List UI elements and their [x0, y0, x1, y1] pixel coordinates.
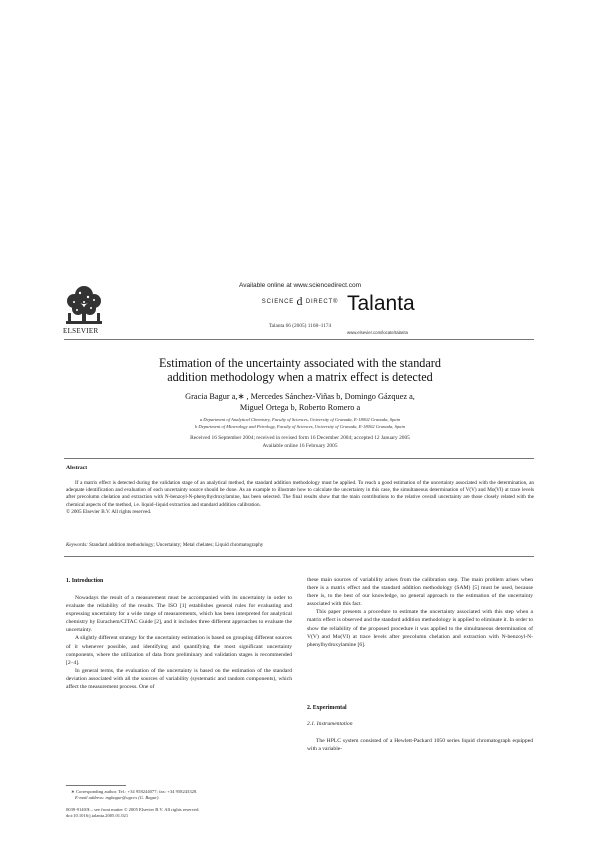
dates-received: Received 16 September 2004; received in revised form 16 December 2004; accepted 12 January 2005: [190, 435, 410, 441]
title-line-1: Estimation of the uncertainty associated with the standard: [159, 356, 441, 370]
sciencedirect-right: DIRECT®: [305, 299, 339, 306]
publisher-name: ELSEVIER: [63, 327, 99, 335]
left-column-body: [66, 594, 292, 691]
journal-citation: Talanta 66 (2005) 1168–1174: [268, 323, 332, 329]
sciencedirect-at-icon: d: [296, 294, 304, 308]
sciencedirect-left: SCIENCE: [261, 299, 295, 306]
abstract-heading: Abstract: [66, 465, 88, 471]
abstract-body: [66, 480, 534, 516]
journal-url[interactable]: www.elsevier.com/locate/talanta: [347, 330, 408, 335]
section-introduction-heading: 1. Introduction: [66, 578, 104, 584]
intro-paragraph-2: A slightly different strategy for the uncertainty estimation is based on grouping different sources of it whenever possible, and identifying and quantifying the most significant uncertainty components, where the utilization of data from preliminary and validation stages is recommended [2–4].: [66, 635, 292, 666]
subsection-instrumentation-heading: 2.1. Instrumentation: [307, 721, 353, 727]
authors-line-2: Miguel Ortega b, Roberto Romero a: [239, 403, 361, 412]
intro-paragraph-3: In general terms, the evaluation of the uncertainty is based on the estimation of the standard deviation associated with all the sources of variability (systematic and random components), which affect the measurement process. One of: [66, 667, 292, 691]
intro-paragraph-5: This paper presents a procedure to estimate the uncertainty associated with this step when a matrix effect is observed and the standard addition methodology is applied to eliminate it. In order to show the reliability of the proposed procedure it was applied to the simultaneous determination of V(V) and Mo(VI) at trace levels after precolumn chelation and extraction with N-benzoyl-N-phenylhydroxylamine [6].: [307, 609, 533, 648]
instrumentation-paragraph: [307, 737, 533, 753]
dates-online: Available online 16 February 2005: [262, 442, 338, 449]
available-online-text: Available online at www.sciencedirect.com: [239, 282, 361, 289]
article-title: [0, 356, 600, 384]
instrumentation-text: The HPLC system consisted of a Hewlett-Packard 1050 series liquid chromatograph equipped with a variable-: [307, 738, 533, 753]
affiliation-b: b Department of Mineralogy and Petrology, Faculty of Sciences, University of Granada, E-18002 Granada, Spain: [194, 424, 406, 429]
keywords-list: Standard addition methodology; Uncertainty; Metal chelates; Liquid chromatography: [89, 542, 264, 548]
right-column-body: [307, 576, 533, 649]
abstract-copyright: © 2005 Elsevier B.V. All rights reserved.: [66, 508, 152, 515]
affiliation-a: a Department of Analytical Chemistry, Faculty of Sciences, University of Granada, E-18002 Granada, Spain: [199, 417, 401, 422]
keywords-line: [66, 542, 263, 548]
intro-paragraph-4: these main sources of variability arises from the calibration step. The main problem arises when there is a matrix effect and the standard addition methodology (SAM) [5] must be used, because there is, to the best of our knowledge, no general approach to the estimation of the uncertainty associated with this fact.: [307, 577, 533, 608]
issn-doi: [66, 807, 296, 819]
doi-line[interactable]: doi:10.1016/j.talanta.2005.01.021: [66, 813, 129, 818]
elsevier-tree-logo: [62, 283, 106, 327]
title-line-2: addition methodology when a matrix effect is detected: [167, 370, 433, 384]
keywords-label: Keywords:: [66, 542, 88, 548]
section-experimental-heading: 2. Experimental: [307, 705, 347, 711]
abstract-text: If a matrix effect is detected during the validation stage of an analytical method, the standard addition methodology must be applied. To reach a good estimation of the uncertainty associated with the determination, an adequate identification and evaluation of each uncertainty source should be done. As an example to illustrate how to calculate the uncertainty in this case, the simultaneous determination of V(V) and Mo(VI) at trace levels after precolumn chelation and extraction with N-benzoyl-N-phenylhydroxylamine, has been selected. The final results show that the main contributions to the relative overall uncertainty are those closely related with the chemical aspects of the method, i.e. liquid–liquid extraction and standard addition calibration.: [66, 480, 534, 508]
footnote-email[interactable]: E-mail address: mgbagur@ugr.es (G. Bagur).: [75, 795, 160, 800]
abstract-bottom-divider: [64, 556, 534, 557]
journal-name: Talanta: [347, 292, 415, 315]
intro-paragraph-1: Nowadays the result of a measurement must be accompanied with its uncertainty in order to evaluate the reliability of the results. The ISO [1] establishes general rules for evaluating and expressing uncertainty for a wide range of measurements, which has been interpreted for analytical chemistry by Eurachem/CITAC Guide [2], and it includes three different approaches to evaluate the uncertainty.: [66, 595, 292, 634]
footnote-corresponding-author: ∗ Corresponding author. Tel.: +34 958244077; fax: +34 958243328.: [71, 789, 198, 794]
authors-line-1: Gracia Bagur a,∗ , Mercedes Sánchez-Viñas b, Domingo Gázquez a,: [185, 392, 415, 401]
issn-line: 0039-9140/$ – see front matter © 2005 Elsevier B.V. All rights reserved.: [66, 807, 200, 812]
abstract-top-divider: [64, 458, 534, 459]
article-dates: [0, 435, 600, 450]
footnote-divider: [66, 785, 126, 786]
header-divider: [64, 339, 534, 340]
author-list: [0, 391, 600, 413]
footnotes: [66, 789, 292, 801]
